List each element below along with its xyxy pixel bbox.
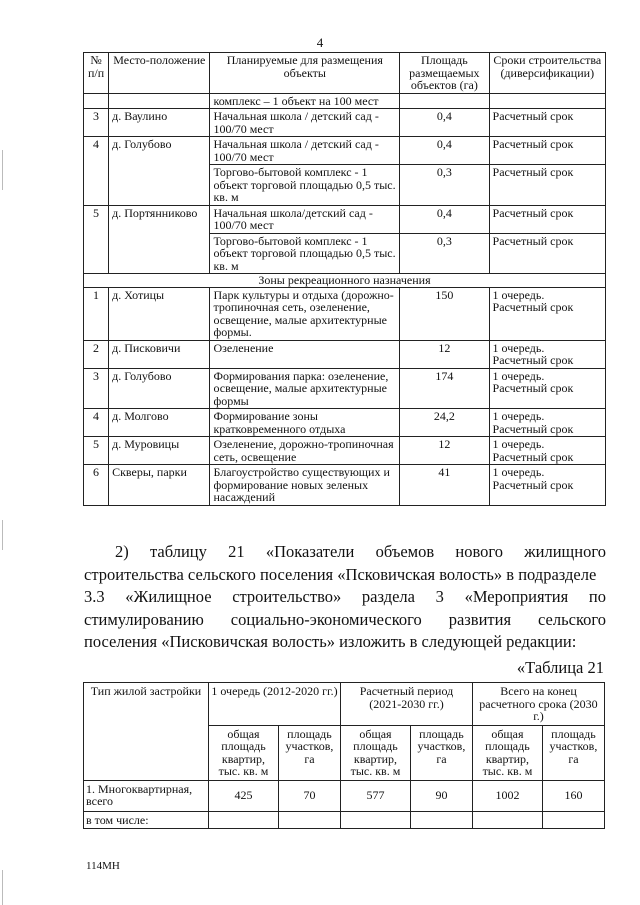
term-line: Расчетный срок [492, 353, 574, 367]
table-row [84, 205, 606, 233]
location-cell: д. Портянниково [109, 205, 210, 274]
area-cell: 0,3 [400, 233, 489, 274]
value-cell: 90 [410, 780, 472, 811]
header-number: № п/п [84, 53, 109, 94]
location-cell: Скверы, парки [109, 465, 210, 506]
planned-objects-table [83, 52, 606, 506]
location-cell: д. Писковичи [109, 340, 210, 368]
table-row [84, 780, 605, 811]
term-line: 1 очередь. [492, 340, 545, 355]
area-cell: 0,3 [400, 165, 489, 206]
object-cell: Начальная школа / детский сад - 100/70 мест [210, 109, 400, 137]
subheader-plots: площадь участков, га [410, 725, 472, 780]
subheader-area: общая площадь квартир, тыс. кв. м [472, 725, 542, 780]
row-number: 3 [84, 368, 109, 409]
table-row [84, 340, 606, 368]
location-cell: д. Ваулино [109, 109, 210, 137]
row-number: 5 [84, 205, 109, 274]
term-cell [489, 409, 605, 437]
header-location: Место-положение [109, 53, 210, 94]
scan-edge-mark [2, 870, 3, 905]
header-area: Площадь размещаемых объектов (га) [400, 53, 489, 94]
term-cell: Расчетный срок [489, 205, 605, 233]
table-row [84, 287, 606, 340]
value-cell [340, 811, 410, 829]
term-line: 1 очередь. [492, 368, 545, 383]
term-cell [489, 368, 605, 409]
header-period-1: 1 очередь (2012-2020 гг.) [209, 683, 341, 726]
location-cell: д. Молгово [109, 409, 210, 437]
page-number: 4 [316, 35, 324, 50]
paragraph-line: строительства сельского поселения «Псковичская волость» в подразделе [84, 564, 597, 584]
term-line: Расчетный срок [492, 381, 574, 395]
table-caption: «Таблица 21 [516, 658, 604, 677]
paragraph-line: 3.3 «Жилищное строительство» раздела 3 «Мероприятия по [84, 587, 606, 606]
location-cell: д. Муровицы [109, 437, 210, 465]
area-cell: 0,4 [400, 137, 489, 165]
object-cell: комплекс – 1 объект на 100 мест [210, 93, 400, 109]
area-cell: 24,2 [400, 409, 489, 437]
paragraph-line: стимулированию социально-экономического развития сельского [84, 609, 606, 629]
row-number: 6 [84, 465, 109, 506]
scan-edge-mark [2, 520, 3, 550]
table-row [84, 811, 605, 829]
row-label: в том числе: [84, 811, 209, 829]
subheader-plots: площадь участков, га [278, 725, 340, 780]
object-cell: Озеленение, дорожно-тропиночная сеть, освещение [210, 437, 400, 465]
table-row [84, 93, 606, 109]
location-cell: д. Голубово [109, 137, 210, 206]
value-cell: 1002 [472, 780, 542, 811]
table-row [84, 137, 606, 165]
location-cell: д. Хотицы [109, 287, 210, 340]
paragraph-line: 2) таблицу 21 «Показатели объемов нового жилищного [115, 542, 606, 561]
area-cell: 0,4 [400, 109, 489, 137]
area-cell: 12 [400, 437, 489, 465]
row-number: 4 [84, 137, 109, 206]
term-cell: Расчетный срок [489, 165, 605, 206]
subheader-area: общая площадь квартир, тыс. кв. м [209, 725, 279, 780]
term-line: 1 очередь. [492, 437, 545, 451]
value-cell [410, 811, 472, 829]
amendment-paragraph [84, 541, 606, 654]
value-cell: 160 [542, 780, 604, 811]
term-line: 1 очередь. [492, 287, 545, 302]
table-row [84, 465, 606, 506]
location-cell: д. Голубово [109, 368, 210, 409]
area-cell: 41 [400, 465, 489, 506]
object-cell: Начальная школа/детский сад - 100/70 мест [210, 205, 400, 233]
value-cell: 577 [340, 780, 410, 811]
value-cell: 70 [278, 780, 340, 811]
term-cell [489, 465, 605, 506]
term-cell [489, 340, 605, 368]
term-line: 1 очередь. [492, 409, 545, 423]
subheader-plots: площадь участков, га [542, 725, 604, 780]
term-line: Расчетный срок [492, 421, 574, 436]
subheader-area: общая площадь квартир, тыс. кв. м [340, 725, 410, 780]
object-cell: Начальная школа / детский сад - 100/70 мест [210, 137, 400, 165]
value-cell: 425 [209, 780, 279, 811]
section-row [84, 274, 606, 288]
area-cell: 150 [400, 287, 489, 340]
value-cell [209, 811, 279, 829]
row-number: 3 [84, 109, 109, 137]
table-header-row [84, 53, 606, 94]
table-row [84, 437, 606, 465]
document-code: 114МН [86, 860, 120, 872]
row-number: 1 [84, 287, 109, 340]
term-cell: Расчетный срок [489, 137, 605, 165]
table-row [84, 109, 606, 137]
row-label: 1. Многоквартирная, всего [84, 780, 209, 811]
term-line: 1 очередь. [492, 465, 545, 479]
term-cell: Расчетный срок [489, 233, 605, 274]
term-line: Расчетный срок [492, 449, 574, 464]
object-cell: Благоустройство существующих и формирование новых зеленых насаждений [210, 465, 400, 506]
value-cell [472, 811, 542, 829]
term-line: Расчетный срок [492, 300, 574, 314]
row-number: 5 [84, 437, 109, 465]
row-number: 4 [84, 409, 109, 437]
term-line: Расчетный срок [492, 477, 574, 492]
term-cell [489, 287, 605, 340]
table-row [84, 409, 606, 437]
housing-indicators-table [83, 682, 605, 829]
section-title: Зоны рекреационного назначения [84, 274, 606, 288]
object-cell: Парк культуры и отдыха (дорожно-тропиночная сеть, озеленение, освещение, малые архитектурные формы. [210, 287, 400, 340]
row-number: 2 [84, 340, 109, 368]
header-period-3: Всего на конец расчетного срока (2030 г.) [472, 683, 604, 726]
object-cell: Торгово-бытовой комплекс - 1 объект торговой площадью 0,5 тыс. кв. м [210, 233, 400, 274]
table-row [84, 368, 606, 409]
area-cell: 12 [400, 340, 489, 368]
object-cell: Озеленение [210, 340, 400, 368]
object-cell: Формирование зоны кратковременного отдыха [210, 409, 400, 437]
value-cell [278, 811, 340, 829]
object-cell: Формирования парка: озеленение, освещение, малые архитектурные формы [210, 368, 400, 409]
header-terms: Сроки строительства (диверсификации) [489, 53, 605, 94]
area-cell: 174 [400, 368, 489, 409]
object-cell: Торгово-бытовой комплекс - 1 объект торговой площадью 0,5 тыс. кв. м [210, 165, 400, 206]
scan-edge-mark [2, 150, 3, 190]
area-cell: 0,4 [400, 205, 489, 233]
header-period-2: Расчетный период (2021-2030 гг.) [340, 683, 472, 726]
term-cell: Расчетный срок [489, 109, 605, 137]
table-header-row [84, 683, 605, 726]
paragraph-line: поселения «Писковичская волость» изложить в следующей редакции: [84, 632, 577, 651]
term-cell [489, 437, 605, 465]
header-objects: Планируемые для размещения объекты [210, 53, 400, 94]
value-cell [542, 811, 604, 829]
header-type: Тип жилой застройки [84, 683, 209, 781]
